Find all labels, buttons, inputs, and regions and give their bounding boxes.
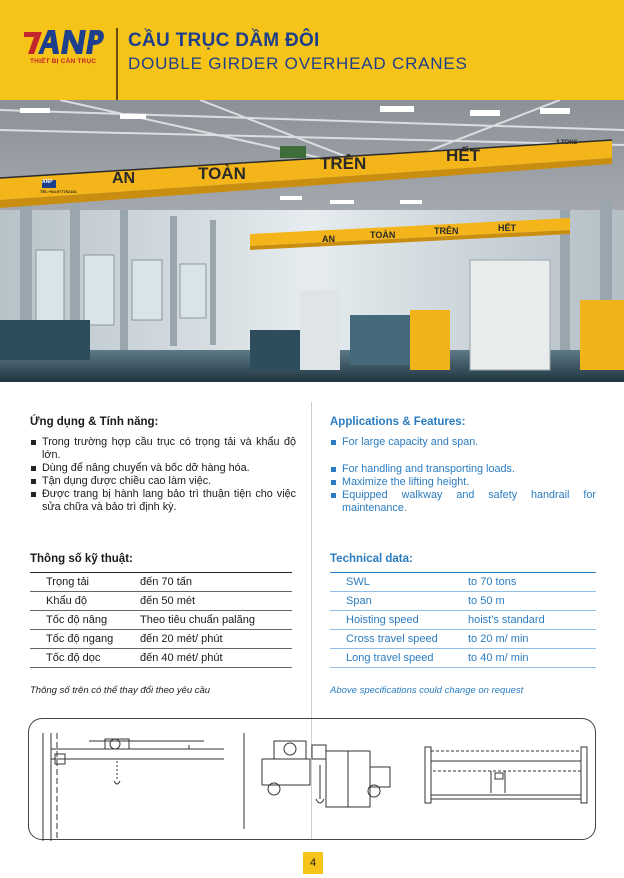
feature-item-en: For handling and transporting loads.: [330, 463, 596, 476]
spec-note-en: Above specifications could change on request: [330, 685, 524, 696]
technical-drawings-panel: [28, 718, 596, 840]
spec-value: đến 40 mét/ phút: [140, 649, 292, 668]
spec-value: đến 50 mét: [140, 592, 292, 611]
back-girder-word-het: HẾT: [498, 223, 516, 233]
side-elevation-drawing: [43, 733, 224, 841]
table-row: [30, 649, 292, 668]
table-row: [330, 573, 596, 592]
feature-item-en: Maximize the lifting height.: [330, 476, 596, 489]
spec-title-vn: Thông số kỹ thuật:: [30, 553, 133, 565]
features-title-vn: Ứng dụng & Tính năng:: [30, 416, 159, 428]
table-row: [330, 611, 596, 630]
header-divider: [116, 28, 118, 100]
girder-tel: TEL:+84.977752181: [40, 189, 77, 194]
back-girder-word-toan: TOÀN: [370, 230, 396, 240]
page-title-en: DOUBLE GIRDER OVERHEAD CRANES: [128, 54, 468, 73]
factory-scene: [0, 100, 624, 382]
header-band: [0, 0, 624, 100]
girder-word-het: HẾT: [446, 146, 480, 165]
spec-title-en: Technical data:: [330, 553, 413, 565]
feature-item-vn: Được trang bị hành lang bảo trì thuận tiện cho việc sửa chữa và bảo trì định kỳ.: [30, 488, 296, 514]
girder-word-an: AN: [112, 170, 136, 187]
page-number: 4: [303, 852, 323, 874]
spec-label: Cross travel speed: [330, 630, 468, 649]
back-girder-word-an: AN: [322, 234, 335, 244]
factory-crane-photo: [0, 100, 624, 382]
girder-word-tren: TRÊN: [320, 154, 367, 173]
back-girder-word-tren: TRÊN: [434, 226, 459, 236]
table-row: [30, 611, 292, 630]
feature-item-en: Equipped walkway and safety handrail for maintenance.: [330, 489, 596, 515]
spec-label: Span: [330, 592, 468, 611]
feature-item-vn: Trong trường hợp cầu trục có trọng tải và khẩu độ lớn.: [30, 436, 296, 462]
table-row: [330, 630, 596, 649]
spec-label: Tốc độ ngang: [30, 630, 140, 649]
spec-value: to 70 tons: [468, 573, 596, 592]
table-row: [330, 649, 596, 668]
company-logo: [24, 28, 104, 68]
spec-value: to 20 m/ min: [468, 630, 596, 649]
spec-value: đến 20 mét/ phút: [140, 630, 292, 649]
table-row: [30, 630, 292, 649]
table-row: [30, 573, 292, 592]
spec-table-en: [330, 572, 596, 668]
spec-value: to 50 m: [468, 592, 596, 611]
end-view-drawing: [244, 733, 390, 829]
spec-label: Tốc độ nâng: [30, 611, 140, 630]
spec-value: hoist's standard: [468, 611, 596, 630]
spec-table-vn: [30, 572, 292, 668]
spec-value: to 40 m/ min: [468, 649, 596, 668]
spec-value: đến 70 tấn: [140, 573, 292, 592]
spec-label: Hoisting speed: [330, 611, 468, 630]
features-list-en: [330, 436, 596, 515]
girder-word-toan: TOÀN: [198, 164, 246, 183]
spec-label: Tốc độ dọc: [30, 649, 140, 668]
logo-subtitle: THIẾT BỊ CẦN TRỤC: [30, 58, 97, 65]
anp-logo-mark: [24, 28, 104, 56]
spec-label: SWL: [330, 573, 468, 592]
top-plan-drawing: [425, 747, 587, 803]
table-row: [30, 592, 292, 611]
feature-item-vn: Dùng để nâng chuyển và bốc dỡ hàng hóa.: [30, 462, 296, 475]
feature-item-vn: Tận dụng được chiều cao làm việc.: [30, 475, 296, 488]
spec-label: Khẩu độ: [30, 592, 140, 611]
spec-label: Long travel speed: [330, 649, 468, 668]
capacity-label: 3 TONS: [556, 140, 578, 146]
spec-value: Theo tiêu chuẩn palăng: [140, 611, 292, 630]
page-title-vn: CẦU TRỤC DẦM ĐÔI: [128, 30, 320, 51]
spec-label: Trọng tải: [30, 573, 140, 592]
girder-logo: ANP: [42, 179, 53, 185]
spec-note-vn: Thông số trên có thể thay đổi theo yêu cầu: [30, 685, 211, 696]
features-title-en: Applications & Features:: [330, 416, 466, 428]
table-row: [330, 592, 596, 611]
feature-item-en: For large capacity and span.: [330, 436, 596, 449]
features-list-vn: [30, 436, 296, 514]
crane-drawings: [29, 719, 597, 841]
